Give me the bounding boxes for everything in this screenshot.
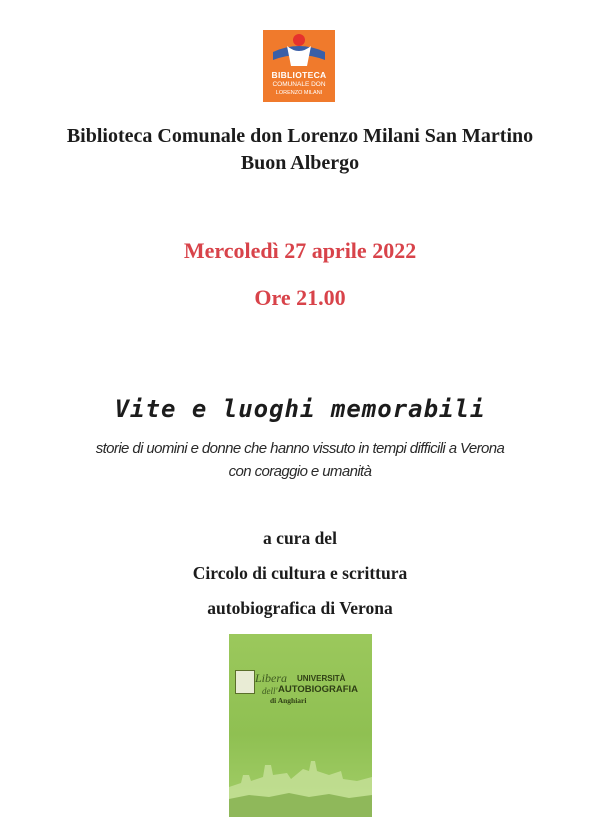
library-name-line2: Buon Albergo <box>240 152 360 174</box>
organizer-line2: autobiografica di Verona <box>207 598 393 618</box>
subtitle-line1: storie di uomini e donne che hanno vissuto in tempi difficili a Verona <box>95 440 505 457</box>
event-title: Vite e luoghi memorabili <box>114 395 486 423</box>
cover-text-autobiografia: AUTOBIOGRAFIA <box>278 684 359 695</box>
logo-text-biblioteca: BIBLIOTECA <box>271 70 327 80</box>
library-name-line1: Biblioteca Comunale don Lorenzo Milani San Martino <box>66 125 534 147</box>
organizer-line1: Circolo di cultura e scrittura <box>192 563 408 583</box>
reader-figure-icon <box>263 30 335 70</box>
subtitle-line2: con coraggio e umanità <box>228 463 372 480</box>
universita-autobiografia-cover <box>229 634 372 817</box>
logo-text-milani: LORENZO MILANI <box>275 90 323 96</box>
event-time: Ore 21.00 <box>254 285 346 310</box>
cover-text-libera: Libera <box>255 671 288 685</box>
logo-text-comunale: COMUNALE DON <box>272 81 326 88</box>
cover-text-dell: dell' <box>262 686 278 696</box>
cover-text-anghiari: di Anghiari <box>270 696 307 705</box>
library-logo <box>263 30 335 102</box>
event-date: Mercoledì 27 aprile 2022 <box>183 238 417 263</box>
town-silhouette-icon <box>229 747 372 817</box>
cover-text-universita: UNIVERSITÀ <box>297 674 346 683</box>
portrait-icon <box>235 670 255 694</box>
event-subtitle <box>0 437 600 483</box>
library-name <box>0 123 600 177</box>
curated-by-label: a cura del <box>263 528 337 548</box>
